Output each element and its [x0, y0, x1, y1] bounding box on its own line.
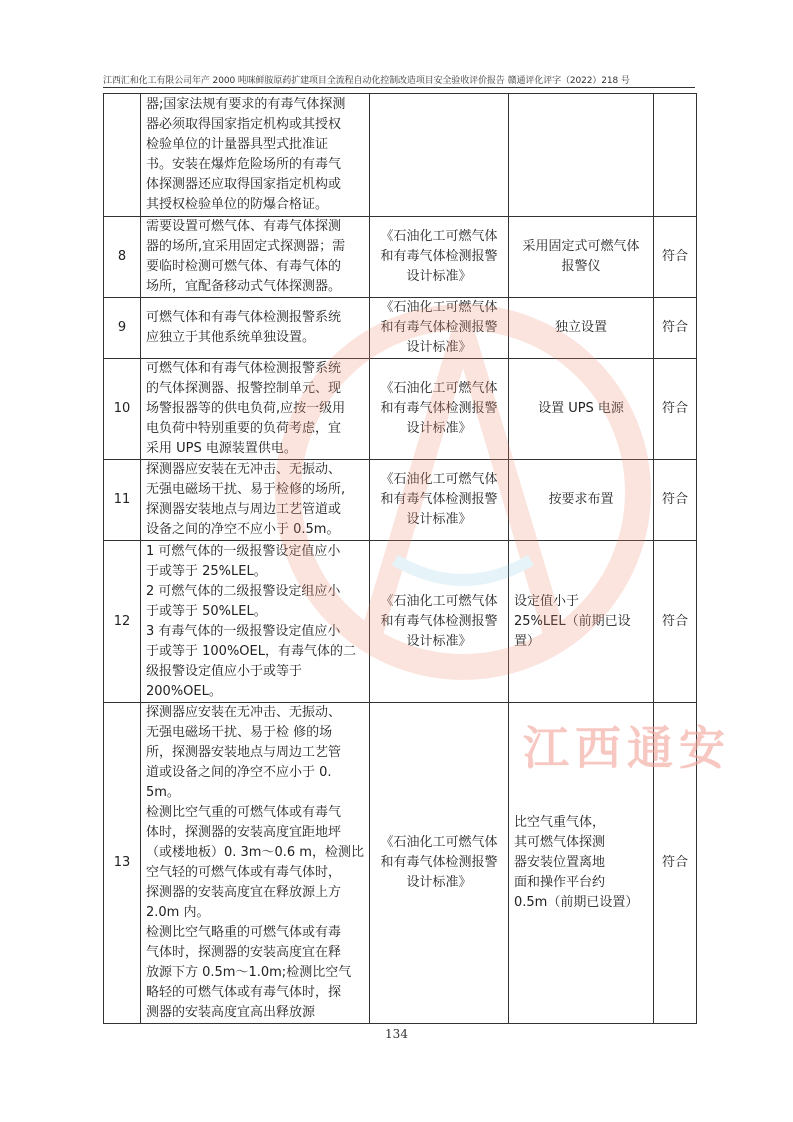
row-number-cell: 10	[104, 359, 141, 460]
basis-cell-line: 和有毒气体检测报警	[380, 320, 498, 335]
result-cell-line: 比空气重气体，	[514, 815, 606, 830]
requirement-cell-line: 其授权检验单位的防爆合格证。	[146, 197, 329, 212]
requirement-cell-line: 设备之间的净空不应小于 0.5m。	[146, 522, 340, 537]
result-cell-line: 设置 UPS 电源	[538, 401, 624, 416]
requirement-cell-line: 书。安装在爆炸危险场所的有毒气	[146, 157, 342, 172]
conclusion-cell: 符合	[654, 541, 697, 703]
basis-cell-line: 《石油化工可燃气体	[380, 593, 498, 609]
requirement-cell-line: 于或等于 100%OEL，有毒气体的二	[146, 643, 356, 659]
result-cell	[509, 541, 654, 703]
requirement-cell-line: 探测器应安装在无冲击、无振动、	[146, 462, 342, 477]
requirement-cell-line: 器;国家法规有要求的有毒气体探测	[146, 97, 346, 112]
requirement-cell	[141, 703, 370, 1024]
requirement-cell-line: 检验单位的计量器具型式批准证	[146, 137, 329, 152]
basis-cell	[370, 460, 509, 541]
requirement-cell-line: 气体时，探测器的安装高度宜在释	[146, 945, 342, 960]
row-number-cell: 8	[104, 217, 141, 298]
table-row	[104, 541, 697, 703]
basis-cell-line: 设计标准》	[406, 875, 472, 890]
result-cell-line: 按要求布置	[548, 492, 614, 507]
result-cell-line: 独立设置	[554, 320, 607, 335]
requirement-cell	[141, 460, 370, 541]
requirement-cell-line: 体时，探测器的安装高度宜距地坪	[146, 825, 342, 840]
basis-cell-line: 设计标准》	[406, 512, 472, 527]
requirement-cell-line: 道或设备之间的净空不应小于 0.	[146, 765, 332, 780]
requirement-cell-line: 1 可燃气体的一级报警设定值应小	[146, 543, 341, 559]
requirement-cell-line: 探测器安装地点与周边工艺管道或	[146, 502, 342, 517]
result-cell-line: 采用固定式可燃气体	[522, 239, 640, 254]
result-cell-line: 报警仪	[561, 259, 601, 274]
basis-cell-line: 和有毒气体检测报警	[380, 613, 498, 629]
basis-cell	[370, 94, 509, 217]
requirement-cell-line: 2 可燃气体的二级报警设定组应小	[146, 583, 341, 599]
requirement-cell-line: 测器的安装高度宜高出释放源	[146, 1005, 316, 1020]
requirement-cell-line: 5m。	[146, 785, 180, 800]
result-cell-line: 0.5m（前期已设置）	[514, 895, 639, 910]
watermark-text: 江西通安	[523, 721, 731, 775]
report-header: 江西汇和化工有限公司年产 2000 吨咪鲜胺原药扩建项目全流程自动化控制改造项目安全验收评价报告 赣通评化评字（2022）218 号	[103, 76, 630, 86]
requirement-cell-line: 级报警设定值应小于或等于	[146, 663, 303, 679]
table-row	[104, 703, 697, 1024]
basis-cell-line: 《石油化工可燃气体	[380, 472, 498, 487]
row-number-cell: 12	[104, 541, 141, 703]
requirement-cell-line: 检测比空气重的可燃气体或有毒气	[146, 805, 342, 820]
result-cell-line: 设定值小于	[514, 593, 580, 609]
row-number-cell	[104, 94, 141, 217]
requirement-cell-line: 2.0m 内。	[146, 905, 210, 920]
table-row	[104, 94, 697, 217]
requirement-cell-line: 可燃气体和有毒气体检测报警系统	[146, 310, 342, 325]
basis-cell-line: 设计标准》	[406, 633, 472, 649]
conclusion-cell: 符合	[654, 217, 697, 298]
result-cell-line: 其可燃气体探测	[514, 835, 606, 850]
result-cell-line: 面和操作平台约	[514, 875, 606, 890]
row-number-cell: 13	[104, 703, 141, 1024]
requirement-cell-line: 于或等于 25%LEL。	[146, 563, 267, 579]
requirement-cell	[141, 94, 370, 217]
row-number-cell: 11	[104, 460, 141, 541]
basis-cell	[370, 703, 509, 1024]
requirement-cell-line: 探测器应安装在无冲击、无振动、	[146, 705, 342, 720]
requirement-cell	[141, 298, 370, 359]
requirement-cell-line: （或楼地板）0. 3m～0.6 m，检测比	[146, 845, 364, 860]
requirement-cell-line: 无强电磁场干扰、易于检 修的场	[146, 725, 333, 740]
result-cell-line: 器安装位置离地	[514, 855, 606, 870]
basis-cell-line: 和有毒气体检测报警	[380, 492, 498, 507]
result-cell-line: 25%LEL（前期已设	[514, 613, 631, 629]
result-cell	[509, 703, 654, 1024]
requirement-cell-line: 器必须取得国家指定机构或其授权	[146, 117, 342, 132]
header-rule	[103, 87, 695, 88]
requirement-cell-line: 应独立于其他系统单独设置。	[146, 330, 316, 345]
row-number-cell: 9	[104, 298, 141, 359]
basis-cell-line: 《石油化工可燃气体	[380, 835, 498, 850]
requirement-cell	[141, 359, 370, 460]
requirement-cell-line: 要临时检测可燃气体、有毒气体的	[146, 259, 342, 274]
basis-cell	[370, 541, 509, 703]
table-row	[104, 460, 697, 541]
requirement-cell-line: 需要设置可燃气体、有毒气体探测	[146, 219, 342, 234]
basis-cell-line: 《石油化工可燃气体	[380, 300, 498, 315]
result-cell	[509, 298, 654, 359]
requirement-cell-line: 200%OEL。	[146, 683, 222, 699]
result-cell-line: 置）	[514, 633, 541, 649]
basis-cell-line: 和有毒气体检测报警	[380, 249, 498, 264]
requirement-cell	[141, 541, 370, 703]
conclusion-cell: 符合	[654, 359, 697, 460]
requirement-cell-line: 空气轻的可燃气体或有毒气体时，	[146, 865, 342, 880]
requirement-cell-line: 电负荷中特别重要的负荷考虑，宜	[146, 421, 342, 436]
basis-cell-line: 《石油化工可燃气体	[380, 229, 498, 244]
requirement-cell-line: 采用 UPS 电源装置供电。	[146, 441, 297, 456]
result-cell	[509, 460, 654, 541]
conclusion-cell: 符合	[654, 298, 697, 359]
result-cell	[509, 359, 654, 460]
requirement-cell-line: 的气体探测器、报警控制单元、现	[146, 381, 342, 396]
requirement-cell-line: 无强电磁场干扰、易于检修的场所,	[146, 482, 346, 497]
requirement-cell-line: 于或等于 50%LEL。	[146, 603, 267, 619]
result-cell	[509, 94, 654, 217]
basis-cell-line: 设计标准》	[406, 269, 472, 284]
basis-cell	[370, 298, 509, 359]
assessment-table	[103, 93, 697, 1024]
table-row	[104, 298, 697, 359]
basis-cell-line: 和有毒气体检测报警	[380, 855, 498, 870]
table-row	[104, 359, 697, 460]
requirement-cell-line: 器的场所,宜采用固定式探测器；需	[146, 239, 346, 254]
conclusion-cell	[654, 94, 697, 217]
basis-cell-line: 设计标准》	[406, 421, 472, 436]
result-cell	[509, 217, 654, 298]
requirement-cell-line: 体探测器还应取得国家指定机构或	[146, 177, 342, 192]
basis-cell-line: 和有毒气体检测报警	[380, 401, 498, 416]
basis-cell	[370, 217, 509, 298]
basis-cell-line: 《石油化工可燃气体	[380, 381, 498, 396]
requirement-cell	[141, 217, 370, 298]
requirement-cell-line: 所，探测器安装地点与周边工艺管	[146, 745, 342, 760]
requirement-cell-line: 场警报器等的供电负荷,应按一级用	[146, 401, 346, 416]
requirement-cell-line: 3 有毒气体的一级报警设定值应小	[146, 623, 341, 639]
requirement-cell-line: 可燃气体和有毒气体检测报警系统	[146, 361, 342, 376]
conclusion-cell: 符合	[654, 460, 697, 541]
basis-cell-line: 设计标准》	[406, 340, 472, 355]
requirement-cell-line: 略轻的可燃气体或有毒气体时，探	[146, 985, 342, 1000]
requirement-cell-line: 放源下方 0.5m～1.0m;检测比空气	[146, 965, 352, 980]
requirement-cell-line: 场所，宜配备移动式气体探测器。	[146, 279, 342, 294]
page-number: 134	[385, 1027, 408, 1041]
conclusion-cell: 符合	[654, 703, 697, 1024]
table-row	[104, 217, 697, 298]
requirement-cell-line: 检测比空气略重的可燃气体或有毒	[146, 925, 342, 940]
requirement-cell-line: 探测器的安装高度宜在释放源上方	[146, 885, 342, 900]
basis-cell	[370, 359, 509, 460]
